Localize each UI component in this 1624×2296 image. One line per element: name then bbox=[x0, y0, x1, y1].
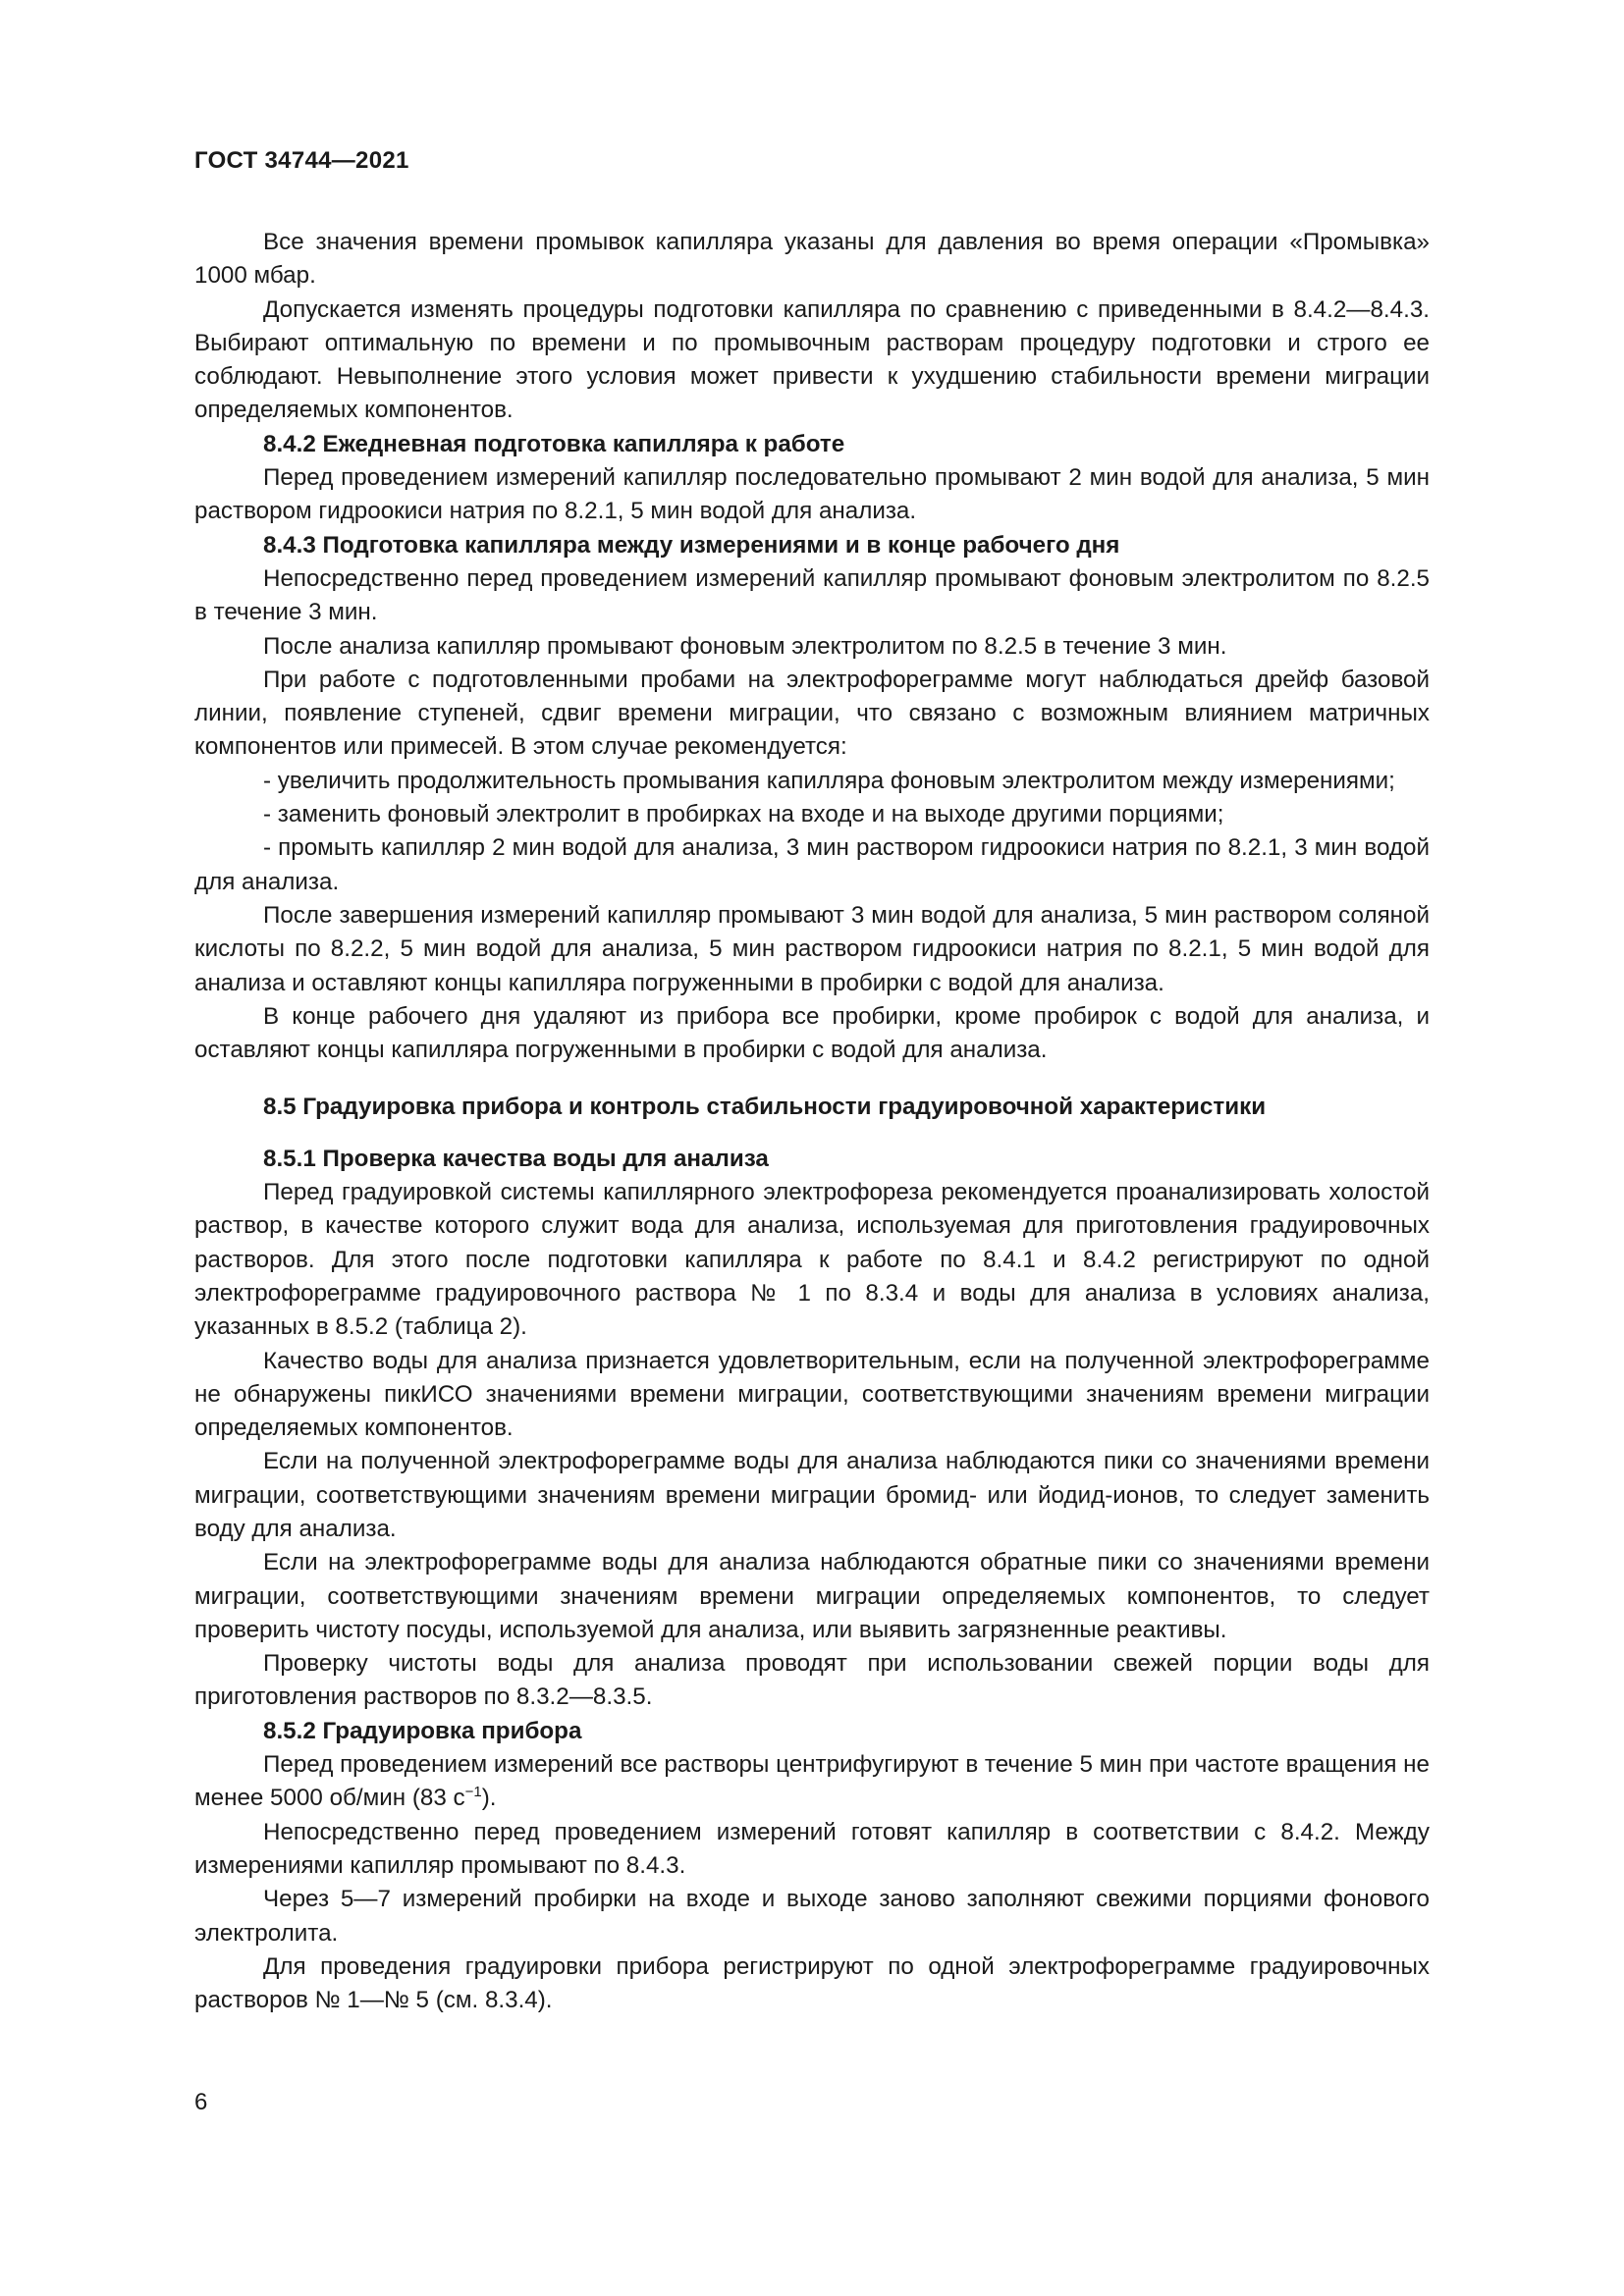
paragraph: - заменить фоновый электролит в пробирках на входе и на выходе другими порциями; bbox=[263, 801, 1224, 828]
paragraph: Все значения времени промывок капилляра указаны для давления во время операции «Промывка» 1000 мбар. bbox=[194, 229, 1430, 290]
paragraph: Допускается изменять процедуры подготовки капилляра по сравнению с приведенными в 8.4.2—8.4.3. Выбирают оптимальную по времени и по промывочным растворам процедуру подготовки и строго ее соблюдают. Невыполнение этого условия может привести к ухудшению стабильности времени миграции определяемых компонентов. bbox=[194, 295, 1430, 424]
subsection-heading: 8.4.2 Ежедневная подготовка капилляра к работе bbox=[263, 430, 845, 457]
paragraph: Если на электрофореграмме воды для анализа наблюдаются обратные пики со значениями времени миграции, соответствующими значениям времени миграции определяемых компонентов, то следует проверить чистоту посуды, используемой для анализа, или выявить загрязненные реактивы. bbox=[194, 1549, 1430, 1643]
subsection-heading: 8.5.2 Градуировка прибора bbox=[263, 1717, 582, 1744]
paragraph: Качество воды для анализа признается удовлетворительным, если на полученной электрофореграмме не обнаружены пикИСО значениями времени миграции, соответствующими значениям времени миграции определяемых компонентов. bbox=[194, 1347, 1430, 1442]
paragraph: Непосредственно перед проведением измерений капилляр промывают фоновым электролитом по 8.2.5 в течение 3 мин. bbox=[194, 564, 1430, 626]
document-body bbox=[194, 226, 1430, 2017]
paragraph: После анализа капилляр промывают фоновым электролитом по 8.2.5 в течение 3 мин. bbox=[263, 632, 1227, 660]
page-number: 6 bbox=[194, 2089, 208, 2115]
paragraph: Через 5—7 измерений пробирки на входе и выходе заново заполняют свежими порциями фонового электролита. bbox=[194, 1886, 1430, 1947]
paragraph: Перед проведением измерений капилляр последовательно промывают 2 мин водой для анализа, 5 мин раствором гидроокиси натрия по 8.2.1, 5 мин водой для анализа. bbox=[194, 464, 1430, 525]
document-header: ГОСТ 34744—2021 bbox=[194, 147, 409, 174]
section-heading: 8.5 Градуировка прибора и контроль стабильности градуировочной характеристики bbox=[263, 1094, 1267, 1121]
paragraph: - увеличить продолжительность промывания капилляра фоновым электролитом между измерениями; bbox=[263, 767, 1395, 794]
paragraph: Для проведения градуировки прибора регистрируют по одной электрофореграмме градуировочных растворов № 1—№ 5 (см. 8.3.4). bbox=[194, 1952, 1430, 2014]
paragraph-text-tail: ). bbox=[481, 1785, 497, 1812]
superscript: −1 bbox=[464, 1784, 482, 1801]
subsection-heading: 8.4.3 Подготовка капилляра между измерениями и в конце рабочего дня bbox=[263, 531, 1120, 559]
paragraph: Если на полученной электрофореграмме воды для анализа наблюдаются пики со значениями времени миграции, соответствующими значениям времени миграции бромид- или йодид-ионов, то следует заменить воду для анализа. bbox=[194, 1448, 1430, 1542]
paragraph: После завершения измерений капилляр промывают 3 мин водой для анализа, 5 мин раствором соляной кислоты по 8.2.2, 5 мин водой для анализа, 5 мин раствором гидроокиси натрия по 8.2.1, 5 мин водой для анализа и оставляют концы капилляра погруженными в пробирки с водой для анализа. bbox=[194, 901, 1430, 996]
subsection-heading: 8.5.1 Проверка качества воды для анализа bbox=[263, 1145, 769, 1172]
paragraph: Непосредственно перед проведением измерений готовят капилляр в соответствии с 8.4.2. Между измерениями капилляр промывают по 8.4.3. bbox=[194, 1818, 1430, 1879]
paragraph: - промыть капилляр 2 мин водой для анализа, 3 мин раствором гидроокиси натрия по 8.2.1, 3 мин водой для анализа. bbox=[194, 834, 1430, 895]
paragraph: Проверку чистоты воды для анализа проводят при использовании свежей порции воды для приготовления растворов по 8.3.2—8.3.5. bbox=[194, 1650, 1430, 1711]
paragraph: В конце рабочего дня удаляют из прибора все пробирки, кроме пробирок с водой для анализа, и оставляют концы капилляра погруженными в пробирки с водой для анализа. bbox=[194, 1002, 1430, 1064]
paragraph: Перед градуировкой системы капиллярного электрофореза рекомендуется проанализировать холостой раствор, в качестве которого служит вода для анализа, используемая для приготовления градуировочных растворов. Для этого после подготовки капилляра к работе по 8.4.1 и 8.4.2 регистрируют по одной электрофореграмме градуировочного раствора № 1 по 8.3.4 и воды для анализа в условиях анализа, указанных в 8.5.2 (таблица 2). bbox=[194, 1179, 1430, 1341]
paragraph: При работе с подготовленными пробами на электрофореграмме могут наблюдаться дрейф базовой линии, появление ступеней, сдвиг времени миграции, что связано с возможным влиянием матричных компонентов или примесей. В этом случае рекомендуется: bbox=[194, 666, 1430, 761]
paragraph bbox=[194, 1748, 1430, 1816]
paragraph-text: Перед проведением измерений все растворы центрифугируют в течение 5 мин при частоте вращения не менее 5000 об/мин (83 с bbox=[194, 1751, 1430, 1812]
